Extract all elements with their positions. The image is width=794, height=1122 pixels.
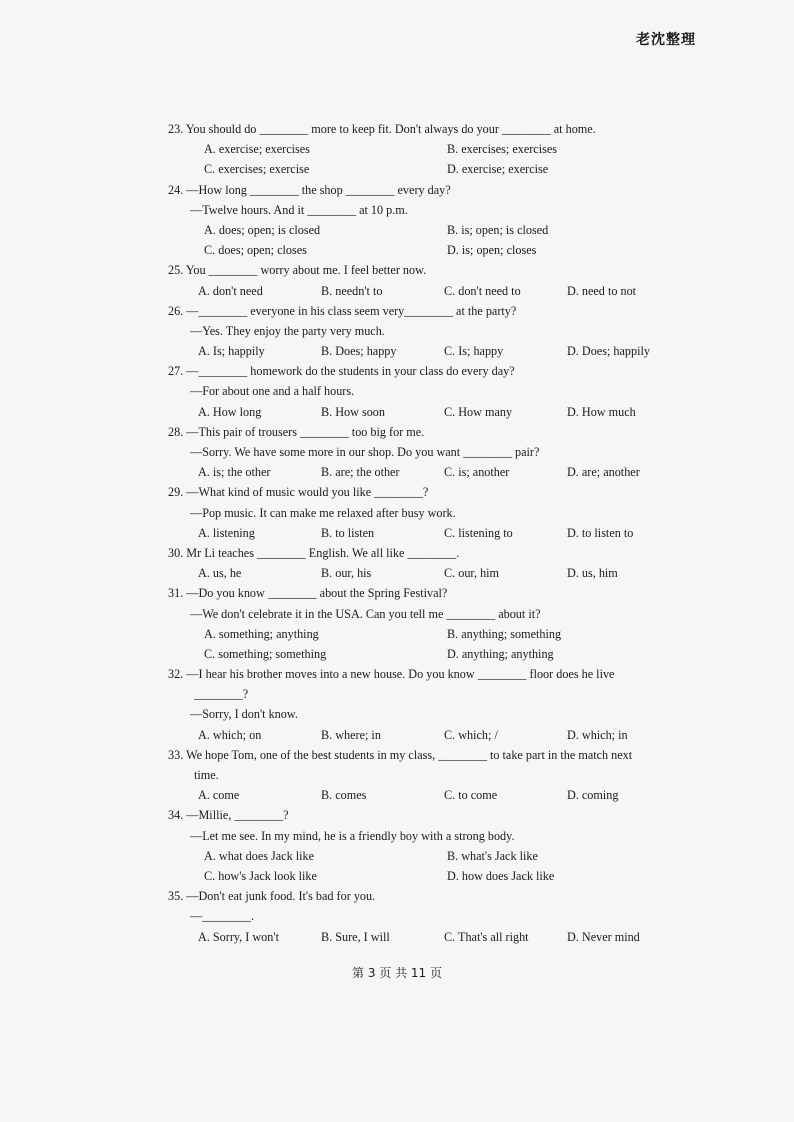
question-29 — [168, 482, 690, 543]
option-a: A. come — [198, 788, 240, 803]
question-stem-text: —Millie, ________? — [186, 808, 289, 823]
option-a: A. us, he — [198, 566, 242, 581]
option-c: C. is; another — [444, 465, 510, 480]
option-d: D. anything; anything — [447, 646, 554, 661]
question-stem-text: You ________ worry about me. I feel better now. — [185, 263, 427, 278]
option-b: B. How soon — [321, 404, 385, 419]
question-number: 32. — [168, 667, 184, 682]
question-stem-text: We hope Tom, one of the best students in my class, ________ to take part in the match next — [186, 747, 633, 762]
question-stem-text: You should do ________ more to keep fit. Don't always do your ________ at home. — [185, 122, 596, 136]
question-31 — [168, 583, 690, 664]
question-stem-continued: time. — [194, 768, 219, 782]
option-d: D. need to not — [567, 283, 637, 298]
option-d: D. is; open; closes — [447, 243, 537, 258]
dialogue-response: —Pop music. It can make me relaxed after busy work. — [190, 505, 456, 520]
question-stem-text: —Don't eat junk food. It's bad for you. — [186, 889, 376, 904]
question-stem — [168, 664, 690, 684]
option-b: B. Does; happy — [321, 344, 397, 359]
option-c: C. how's Jack look like — [204, 868, 317, 883]
option-a: A. which; on — [198, 727, 262, 742]
options-row — [168, 644, 690, 664]
option-d: D. how does Jack like — [447, 868, 555, 883]
question-33 — [168, 745, 690, 806]
option-c: C. which; / — [444, 727, 498, 742]
option-a: A. don't need — [198, 283, 263, 298]
option-b: B. Sure, I will — [321, 929, 390, 944]
option-b: B. comes — [321, 788, 367, 803]
option-d: D. Never mind — [567, 929, 640, 944]
question-stem — [168, 180, 690, 200]
options-row — [168, 462, 690, 482]
options-row — [168, 341, 690, 361]
options-row — [168, 220, 690, 240]
option-c: C. That's all right — [444, 929, 529, 944]
question-stem-text: Mr Li teaches ________ English. We all like ________. — [186, 545, 460, 560]
option-b: B. where; in — [321, 727, 381, 742]
dialogue-response: —We don't celebrate it in the USA. Can you tell me ________ about it? — [190, 606, 541, 621]
options-row — [168, 927, 690, 947]
page-footer: 第 3 页 共 11 页 — [352, 966, 442, 980]
watermark-text: 老沈整理 — [636, 32, 696, 48]
question-stem — [168, 361, 690, 381]
option-b: B. what's Jack like — [447, 848, 538, 863]
question-stem — [168, 583, 690, 603]
option-d: D. which; in — [567, 727, 628, 742]
options-row — [168, 725, 690, 745]
option-d: D. us, him — [567, 566, 618, 581]
option-b: B. is; open; is closed — [447, 222, 549, 237]
option-a: A. is; the other — [198, 465, 271, 480]
option-c: C. our, him — [444, 566, 500, 581]
options-row — [168, 240, 690, 260]
question-stem-text: —________ homework do the students in your class do every day? — [186, 364, 515, 379]
question-number: 31. — [168, 586, 184, 601]
option-b: B. needn't to — [321, 283, 383, 298]
option-c: C. to come — [444, 788, 498, 803]
dialogue-response: —Sorry, I don't know. — [190, 707, 298, 722]
question-number: 33. — [168, 747, 184, 762]
option-b: B. are; the other — [321, 465, 400, 480]
option-d: D. Does; happily — [567, 344, 650, 359]
question-26 — [168, 301, 690, 362]
option-d: D. exercise; exercise — [447, 162, 549, 177]
dialogue-response: —________. — [190, 909, 254, 924]
question-number: 23. — [168, 122, 184, 136]
question-number: 35. — [168, 889, 184, 904]
question-32 — [168, 664, 690, 745]
question-23 — [168, 119, 690, 180]
question-25 — [168, 260, 690, 300]
option-d: D. are; another — [567, 465, 640, 480]
option-b: B. anything; something — [447, 626, 562, 641]
options-row — [168, 159, 690, 179]
question-stem-text: —________ everyone in his class seem very________ at the party? — [186, 303, 517, 318]
option-c: C. something; something — [204, 646, 327, 661]
question-stem — [168, 260, 690, 280]
options-row — [168, 563, 690, 583]
question-30 — [168, 543, 690, 583]
options-row — [168, 402, 690, 422]
dialogue-response: —Let me see. In my mind, he is a friendly boy with a strong body. — [190, 828, 515, 843]
option-d: D. coming — [567, 788, 619, 803]
options-row — [168, 139, 690, 159]
options-row — [168, 785, 690, 805]
options-row — [168, 523, 690, 543]
question-stem-text: —I hear his brother moves into a new house. Do you know ________ floor does he live — [186, 667, 615, 682]
options-row — [168, 846, 690, 866]
option-a: A. what does Jack like — [204, 848, 314, 863]
question-number: 27. — [168, 364, 184, 379]
question-stem-text: —Do you know ________ about the Spring Festival? — [186, 586, 448, 601]
dialogue-response: —Twelve hours. And it ________ at 10 p.m. — [190, 202, 408, 217]
dialogue-response: —For about one and a half hours. — [190, 384, 355, 399]
question-stem — [168, 745, 690, 765]
option-a: A. listening — [198, 525, 255, 540]
question-35 — [168, 886, 690, 947]
question-stem — [168, 543, 690, 563]
option-a: A. exercise; exercises — [204, 142, 310, 157]
option-c: C. don't need to — [444, 283, 521, 298]
question-stem — [168, 805, 690, 825]
option-b: B. exercises; exercises — [447, 142, 557, 157]
option-a: A. How long — [198, 404, 262, 419]
question-number: 29. — [168, 485, 184, 500]
question-27 — [168, 361, 690, 422]
question-34 — [168, 805, 690, 886]
question-stem — [168, 422, 690, 442]
dialogue-response: —Yes. They enjoy the party very much. — [190, 323, 385, 338]
question-number: 26. — [168, 303, 184, 318]
option-a: A. Sorry, I won't — [198, 929, 279, 944]
question-number: 24. — [168, 182, 184, 197]
question-number: 25. — [168, 263, 184, 278]
option-b: B. to listen — [321, 525, 375, 540]
option-c: C. Is; happy — [444, 344, 504, 359]
question-number: 28. — [168, 424, 184, 439]
options-row — [168, 624, 690, 644]
question-stem-text: —What kind of music would you like ________? — [186, 485, 429, 500]
options-row — [168, 866, 690, 886]
question-stem — [168, 119, 690, 139]
question-stem — [168, 886, 690, 906]
option-c: C. listening to — [444, 525, 513, 540]
question-stem-continued: ________? — [194, 687, 249, 702]
question-number: 30. — [168, 545, 184, 560]
question-stem-text: —How long ________ the shop ________ every day? — [186, 182, 451, 197]
option-a: A. Is; happily — [198, 344, 265, 359]
option-c: C. exercises; exercise — [204, 162, 310, 177]
option-d: D. to listen to — [567, 525, 634, 540]
options-row — [168, 281, 690, 301]
question-stem-text: —This pair of trousers ________ too big for me. — [186, 424, 425, 439]
option-c: C. How many — [444, 404, 513, 419]
dialogue-response: —Sorry. We have some more in our shop. Do you want ________ pair? — [190, 445, 540, 459]
question-24 — [168, 180, 690, 261]
question-number: 34. — [168, 808, 184, 823]
question-28 — [168, 422, 690, 483]
option-a: A. does; open; is closed — [204, 222, 321, 237]
question-stem — [168, 301, 690, 321]
option-c: C. does; open; closes — [204, 243, 307, 258]
option-b: B. our, his — [321, 566, 372, 581]
option-a: A. something; anything — [204, 626, 319, 641]
question-list — [168, 119, 690, 947]
option-d: D. How much — [567, 404, 636, 419]
question-stem — [168, 482, 690, 502]
